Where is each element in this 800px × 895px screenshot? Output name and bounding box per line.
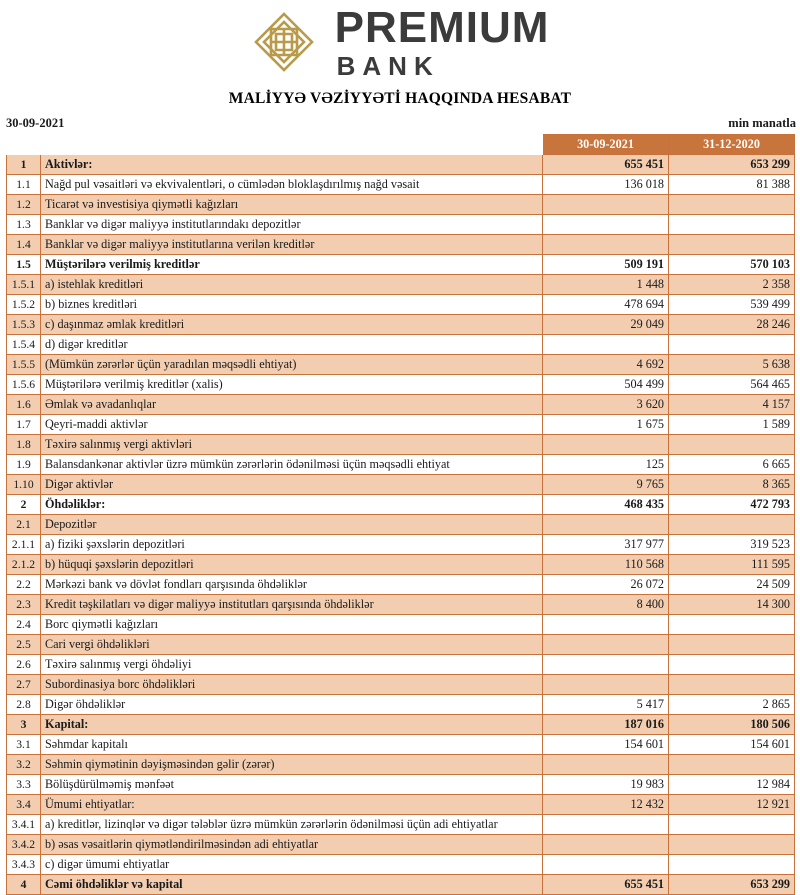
row-value-previous: 2 865: [669, 695, 795, 715]
row-value-current: 655 451: [543, 155, 669, 175]
row-number: 1.5.6: [7, 375, 41, 395]
brand-name-premium: PREMIUM: [334, 2, 550, 52]
row-value-current: 468 435: [543, 495, 669, 515]
table-row: [7, 415, 795, 435]
row-value-current: 5 417: [543, 695, 669, 715]
row-value-current: 29 049: [543, 315, 669, 335]
row-number: 1.7: [7, 415, 41, 435]
row-value-current: [543, 815, 669, 835]
row-number: 2.1: [7, 515, 41, 535]
row-value-previous: [669, 515, 795, 535]
row-value-current: [543, 835, 669, 855]
row-value-previous: [669, 435, 795, 455]
row-value-current: 125: [543, 455, 669, 475]
row-value-previous: 653 299: [669, 875, 795, 895]
row-label: Depozitlər: [41, 515, 543, 535]
table-row: [7, 335, 795, 355]
row-number: 3.2: [7, 755, 41, 775]
row-label: a) istehlak kreditləri: [41, 275, 543, 295]
row-number: 3.3: [7, 775, 41, 795]
table-row: [7, 655, 795, 675]
row-value-previous: 5 638: [669, 355, 795, 375]
row-label: Cari vergi öhdəlikləri: [41, 635, 543, 655]
row-label: Banklar və digər maliyyə institutlarına verilən kreditlər: [41, 235, 543, 255]
table-row: [7, 435, 795, 455]
row-value-previous: 28 246: [669, 315, 795, 335]
row-value-previous: 81 388: [669, 175, 795, 195]
row-label: Müştərilərə verilmiş kreditlər (xalis): [41, 375, 543, 395]
row-label: a) fiziki şəxslərin depozitləri: [41, 535, 543, 555]
table-row: [7, 255, 795, 275]
row-value-previous: 4 157: [669, 395, 795, 415]
row-value-previous: [669, 675, 795, 695]
row-label: Borc qiymətli kağızları: [41, 615, 543, 635]
row-number: 4: [7, 875, 41, 895]
row-label: Banklar və digər maliyyə institutlarındakı depozitlər: [41, 215, 543, 235]
table-row: [7, 375, 795, 395]
row-label: Müştərilərə verilmiş kreditlər: [41, 255, 543, 275]
row-number: 3.1: [7, 735, 41, 755]
column-header-period-previous: 31-12-2020: [669, 135, 795, 155]
row-label: Kapital:: [41, 715, 543, 735]
row-label: Səhmdar kapitalı: [41, 735, 543, 755]
row-value-previous: 2 358: [669, 275, 795, 295]
row-label: Səhmin qiymətinin dəyişməsindən gəlir (zərər): [41, 755, 543, 775]
column-header-number: [7, 135, 41, 155]
row-label: Ümumi ehtiyatlar:: [41, 795, 543, 815]
row-value-current: 509 191: [543, 255, 669, 275]
table-row: [7, 475, 795, 495]
row-number: 1.5.5: [7, 355, 41, 375]
row-number: 2.5: [7, 635, 41, 655]
table-row: [7, 595, 795, 615]
row-number: 2.8: [7, 695, 41, 715]
table-row: [7, 215, 795, 235]
row-value-previous: 6 665: [669, 455, 795, 475]
table-row: [7, 775, 795, 795]
row-value-previous: [669, 855, 795, 875]
row-number: 1.4: [7, 235, 41, 255]
row-number: 2.2: [7, 575, 41, 595]
row-number: 1.5.2: [7, 295, 41, 315]
row-label: a) kreditlər, lizinqlər və digər tələblər üzrə mümkün zərərlərin ödənilməsi üçün adi ehtiyatlar: [41, 815, 543, 835]
table-row: [7, 155, 795, 175]
row-number: 2.1.1: [7, 535, 41, 555]
row-number: 2.1.2: [7, 555, 41, 575]
row-value-current: 4 692: [543, 355, 669, 375]
row-label: c) digər ümumi ehtiyatlar: [41, 855, 543, 875]
row-value-current: 504 499: [543, 375, 669, 395]
row-value-current: 655 451: [543, 875, 669, 895]
table-row: [7, 855, 795, 875]
row-label: Qeyri-maddi aktivlər: [41, 415, 543, 435]
brand-header: [0, 0, 800, 81]
row-value-current: [543, 635, 669, 655]
row-label: Cəmi öhdəliklər və kapital: [41, 875, 543, 895]
table-header-row: [7, 135, 795, 155]
row-value-current: [543, 235, 669, 255]
row-number: 3.4.1: [7, 815, 41, 835]
row-value-current: 1 675: [543, 415, 669, 435]
table-row: [7, 755, 795, 775]
row-value-previous: 539 499: [669, 295, 795, 315]
report-meta: [0, 116, 800, 134]
row-label: Əmlak və avadanlıqlar: [41, 395, 543, 415]
row-value-previous: 653 299: [669, 155, 795, 175]
row-value-current: 110 568: [543, 555, 669, 575]
table-row: [7, 875, 795, 895]
row-value-previous: [669, 215, 795, 235]
row-number: 1.5.1: [7, 275, 41, 295]
row-value-current: 154 601: [543, 735, 669, 755]
table-row: [7, 695, 795, 715]
row-number: 1.10: [7, 475, 41, 495]
units-label: min manatla: [728, 116, 796, 130]
row-number: 1.9: [7, 455, 41, 475]
row-value-previous: 111 595: [669, 555, 795, 575]
row-label: Aktivlər:: [41, 155, 543, 175]
report-date: 30-09-2021: [6, 116, 65, 130]
row-label: Ticarət və investisiya qiymətli kağızları: [41, 195, 543, 215]
row-label: Digər aktivlər: [41, 475, 543, 495]
row-value-current: [543, 215, 669, 235]
row-value-current: [543, 435, 669, 455]
row-number: 3.4.2: [7, 835, 41, 855]
row-value-previous: 472 793: [669, 495, 795, 515]
table-row: [7, 495, 795, 515]
row-number: 1.6: [7, 395, 41, 415]
row-value-previous: 12 984: [669, 775, 795, 795]
row-value-current: [543, 855, 669, 875]
row-number: 1.5.3: [7, 315, 41, 335]
table-row: [7, 235, 795, 255]
page-title: MALİYYƏ VƏZİYYƏTİ HAQQINDA HESABAT: [228, 90, 572, 107]
row-number: 2: [7, 495, 41, 515]
row-label: b) əsas vəsaitlərin qiymətləndirilməsindən adi ehtiyatlar: [41, 835, 543, 855]
row-value-current: 187 016: [543, 715, 669, 735]
table-row: [7, 455, 795, 475]
row-label: b) hüquqi şəxslərin depozitləri: [41, 555, 543, 575]
row-value-previous: 24 509: [669, 575, 795, 595]
row-label: Nağd pul vəsaitləri və ekvivalentləri, o cümlədən bloklaşdırılmış nağd vəsait: [41, 175, 543, 195]
row-value-previous: 1 589: [669, 415, 795, 435]
row-label: Mərkəzi bank və dövlət fondları qarşısında öhdəliklər: [41, 575, 543, 595]
row-value-current: [543, 195, 669, 215]
row-value-previous: [669, 755, 795, 775]
row-label: Balansdankənar aktivlər üzrə mümkün zərərlərin ödənilməsi üçün məqsədli ehtiyat: [41, 455, 543, 475]
row-label: Təxirə salınmış vergi aktivləri: [41, 435, 543, 455]
row-value-current: 136 018: [543, 175, 669, 195]
row-value-previous: [669, 235, 795, 255]
row-value-current: [543, 515, 669, 535]
row-number: 2.4: [7, 615, 41, 635]
row-value-previous: 570 103: [669, 255, 795, 275]
financial-position-table: [6, 134, 795, 895]
table-row: [7, 555, 795, 575]
row-value-current: [543, 675, 669, 695]
table-row: [7, 615, 795, 635]
row-value-current: [543, 615, 669, 635]
table-row: [7, 715, 795, 735]
row-value-current: 317 977: [543, 535, 669, 555]
row-number: 1.5: [7, 255, 41, 275]
row-number: 1.1: [7, 175, 41, 195]
table-row: [7, 515, 795, 535]
column-header-period-current: 30-09-2021: [543, 135, 669, 155]
row-value-previous: [669, 195, 795, 215]
row-value-current: 12 432: [543, 795, 669, 815]
table-row: [7, 575, 795, 595]
row-value-previous: 319 523: [669, 535, 795, 555]
row-label: Digər öhdəliklər: [41, 695, 543, 715]
table-row: [7, 675, 795, 695]
table-row: [7, 175, 795, 195]
row-label: (Mümkün zərərlər üçün yaradılan məqsədli ehtiyat): [41, 355, 543, 375]
row-value-previous: 12 921: [669, 795, 795, 815]
row-number: 3.4.3: [7, 855, 41, 875]
row-value-current: 8 400: [543, 595, 669, 615]
brand-wordmark: [334, 2, 550, 81]
row-value-current: 19 983: [543, 775, 669, 795]
table-row: [7, 355, 795, 375]
row-number: 3: [7, 715, 41, 735]
row-value-previous: 564 465: [669, 375, 795, 395]
row-label: Bölüşdürülməmiş mənfəət: [41, 775, 543, 795]
brand-name-bank: BANK: [336, 50, 440, 81]
row-number: 1.3: [7, 215, 41, 235]
row-number: 3.4: [7, 795, 41, 815]
row-label: Kredit təşkilatları və digər maliyyə institutları qarşısında öhdəliklər: [41, 595, 543, 615]
row-value-previous: 180 506: [669, 715, 795, 735]
table-row: [7, 815, 795, 835]
row-value-previous: 154 601: [669, 735, 795, 755]
column-header-item: [41, 135, 543, 155]
table-row: [7, 735, 795, 755]
row-number: 2.6: [7, 655, 41, 675]
table-row: [7, 295, 795, 315]
row-number: 1.8: [7, 435, 41, 455]
row-value-current: 26 072: [543, 575, 669, 595]
row-number: 1.5.4: [7, 335, 41, 355]
row-value-current: 478 694: [543, 295, 669, 315]
table-row: [7, 635, 795, 655]
row-number: 2.3: [7, 595, 41, 615]
row-value-previous: [669, 655, 795, 675]
table-row: [7, 395, 795, 415]
row-label: Subordinasiya borc öhdəlikləri: [41, 675, 543, 695]
row-label: c) daşınmaz əmlak kreditləri: [41, 315, 543, 335]
row-number: 1.2: [7, 195, 41, 215]
row-value-previous: 14 300: [669, 595, 795, 615]
premium-bank-knot-logo-icon: [251, 9, 317, 75]
row-value-current: [543, 335, 669, 355]
table-row: [7, 275, 795, 295]
row-value-previous: 8 365: [669, 475, 795, 495]
row-value-previous: [669, 335, 795, 355]
table-row: [7, 795, 795, 815]
row-label: b) biznes kreditləri: [41, 295, 543, 315]
row-value-previous: [669, 835, 795, 855]
row-value-current: [543, 655, 669, 675]
row-label: d) digər kreditlər: [41, 335, 543, 355]
row-label: Öhdəliklər:: [41, 495, 543, 515]
row-number: 1: [7, 155, 41, 175]
table-row: [7, 315, 795, 335]
row-label: Təxirə salınmış vergi öhdəliyi: [41, 655, 543, 675]
row-value-previous: [669, 615, 795, 635]
table-row: [7, 195, 795, 215]
row-value-current: 3 620: [543, 395, 669, 415]
row-value-previous: [669, 815, 795, 835]
row-value-previous: [669, 635, 795, 655]
table-body: [7, 155, 795, 895]
table-row: [7, 535, 795, 555]
row-value-current: [543, 755, 669, 775]
row-number: 2.7: [7, 675, 41, 695]
row-value-current: 9 765: [543, 475, 669, 495]
table-row: [7, 835, 795, 855]
row-value-current: 1 448: [543, 275, 669, 295]
